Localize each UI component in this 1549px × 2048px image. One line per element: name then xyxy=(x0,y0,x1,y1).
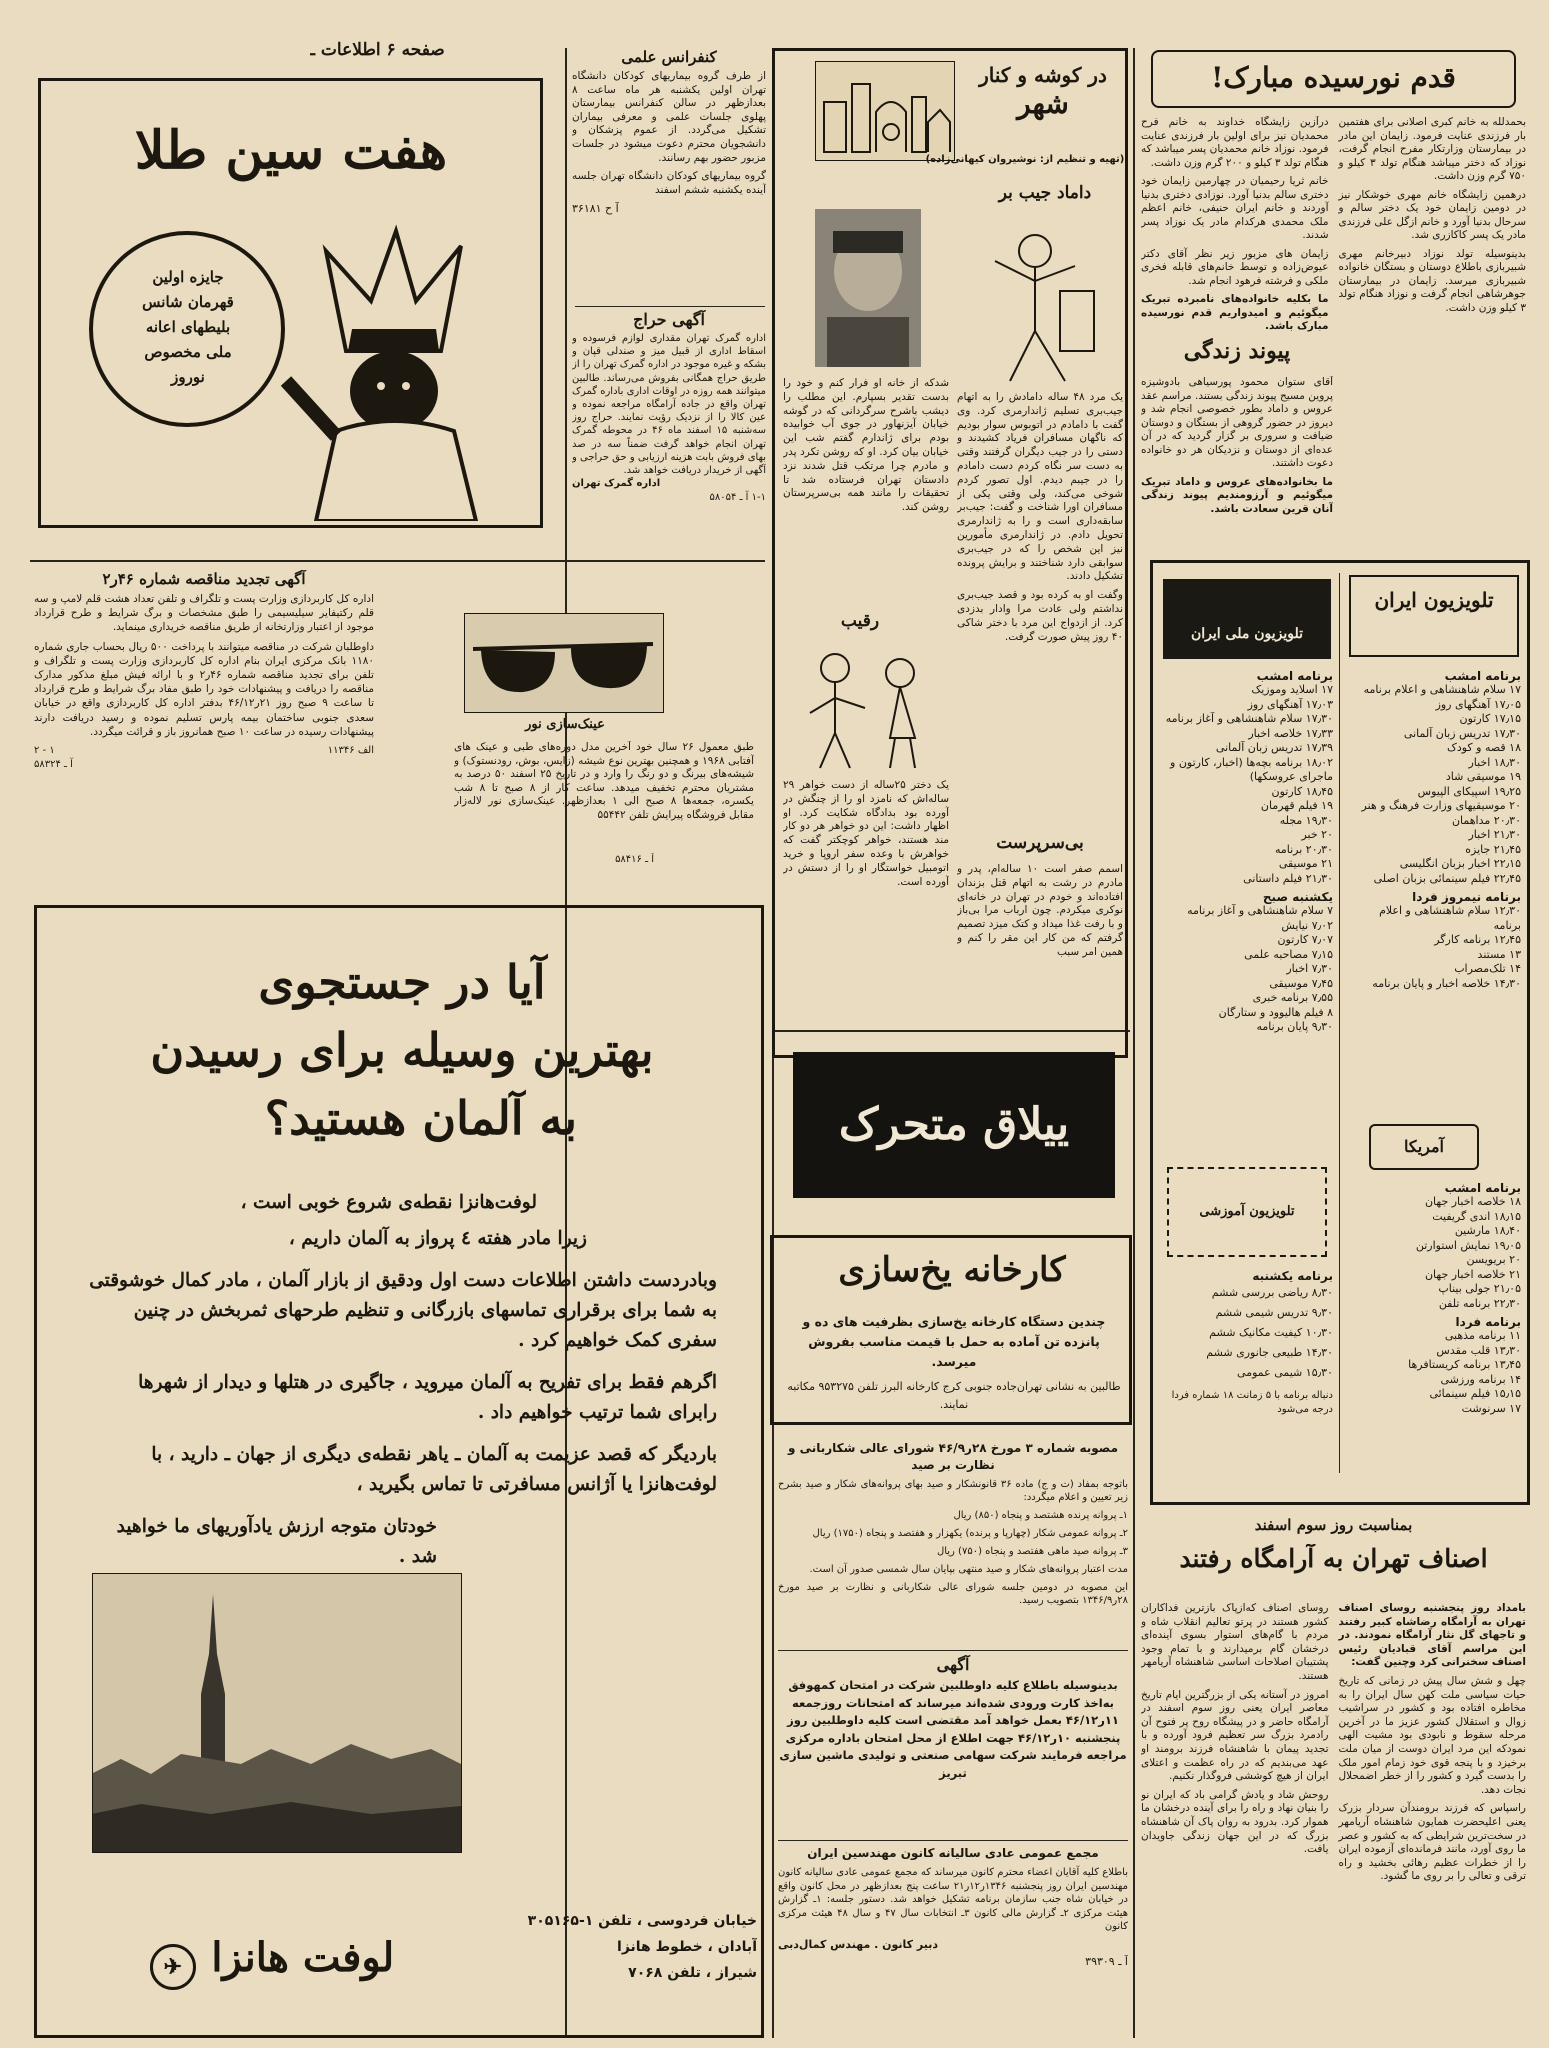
tambourine-line: جایزه اولین xyxy=(152,268,224,286)
tambourine xyxy=(89,231,285,427)
lufthansa-logo-text: لوفت هانزا xyxy=(211,1934,395,1981)
tender-text xyxy=(34,592,374,739)
tv-item: ۷٫۱۵ مصاحبه علمی xyxy=(1244,947,1333,961)
tv-item: ۲۰ موسیقیهای وزارت فرهنگ و هنر xyxy=(1361,799,1521,812)
tv-item: ۱۷٫۰۳ آهنگهای روز xyxy=(1247,697,1333,711)
city-photo-icon xyxy=(92,1574,461,1853)
tv-national-list xyxy=(1161,904,1333,1035)
auction-signature: اداره گمرک تهران xyxy=(572,478,661,490)
tv-item: ۱۳٫۳۰ قلب مقدس xyxy=(1436,1343,1521,1357)
story-paragraph: یک دختر ۲۵ساله از دست خواهر ۲۹ ساله‌اش که نامزد او را از چنگش در آورده بود بدادگاه شکایت کرد. او اظهار داشت: این دو خواهر هر دو کار مند هستند، خواهر کوچکتر گفت که خواهرش با وعده سفر اروپا و خرید اتومبیل خواستگار او را از دستش در آورده است. xyxy=(783,779,949,888)
tv-item: ۱۷٫۳۳ خلاصه اخبار xyxy=(1248,726,1333,740)
tambourine-line: قهرمان شانس xyxy=(142,293,234,311)
lufthansa-headline xyxy=(77,948,727,1158)
tv-america-heading: برنامه امشب xyxy=(1444,1181,1521,1195)
horizontal-rule xyxy=(30,560,765,562)
tv-item: ۱۷ سرنوشت xyxy=(1461,1401,1521,1415)
engineers-notice xyxy=(778,1845,1128,2035)
tv-item: ۲۲٫۱۵ اخبار بزبان انگلیسی xyxy=(1399,857,1521,870)
ice-factory-contact: طالبین به نشانی تهران‌جاده جنوبی کرج کارخانه البرز تلفن ۹۵۳۲۷۵ مکاتبه نمایند. xyxy=(787,1380,1121,1411)
conference-title: کنفرانس علمی xyxy=(621,48,717,66)
story-text xyxy=(783,779,949,1055)
yeylagh-ad: ییلاق متحرک xyxy=(793,1052,1115,1198)
tv-item: ۱۹٫۲۵ اسپیکای الپیوس xyxy=(1417,784,1521,798)
engineers-text: باطلاع کلیه آقایان اعضاء محترم کانون میرساند که مجمع عمومی عادی سالیانه کانون مهندسین ایران روز پنجشنبه ۱۳۴۶ر۱۲ر۲۱ ساعت پنج بعدازظهر در محل کانون واقع در خیابان شاه جنب سازمان برنامه تشکیل خواهد شد. دستور جلسه: ۱ـ گزارش هیئت مرکزی ۲ـ گزارش مالی کانون ۳ـ انتخابات سال ۴۷ و سال ۴۸ هیئت مرکزی کانون xyxy=(778,1867,1128,1932)
tv-item: ۱۸٫۳۰ اخبار xyxy=(1468,755,1521,769)
ice-factory-text: چندین دستگاه کارخانه یخ‌سازی بظرفیت های ده و پانزده تن آماده به حمل با قیمت مناسب بفروش میرسد. xyxy=(802,1314,1106,1369)
council-text xyxy=(778,1478,1128,1607)
tv-item: ۱۹٫۰۵ نمایش استوارتن xyxy=(1415,1238,1521,1252)
tender-title: آگهی تجدید مناقصه شماره ۴۶ر۲ xyxy=(102,570,306,588)
tv-item: ۱۰٫۳۰ کیفیت مکانیک ششم xyxy=(1209,1326,1333,1339)
weddings-title: پیوند زندگی xyxy=(1183,338,1291,364)
tv-item: ۱۸٫۴۰ مارشین xyxy=(1454,1224,1521,1237)
cartoon-title-line: در کوشه و کنار xyxy=(979,63,1107,87)
tv-item: ۲۱٫۰۵ جولی بیناپ xyxy=(1438,1282,1521,1295)
tv-item: ۱۷ اسلاید وموزیک xyxy=(1251,683,1333,696)
tv-america-schedule xyxy=(1349,1181,1521,1481)
headline-line: به آلمان هستید؟ xyxy=(264,1091,577,1145)
sunglasses-icon xyxy=(464,614,663,713)
cartoon-column-box xyxy=(772,48,1128,1058)
auction-ref: ۱-۱ آ ـ ۵۸۰۵۴ xyxy=(709,492,766,504)
contact-line: شیراز ، تلفن ۷۰۶۸ xyxy=(628,1965,757,1981)
council-paragraph: ۳ـ پروانه صید ماهی هفتصد و پنجاه (۷۵۰) ریال xyxy=(936,1546,1128,1557)
tv-america-list xyxy=(1349,1195,1521,1311)
lufthansa-paragraph: لوفت‌هانزا نقطه‌ی شروع خوبی است ، xyxy=(240,1192,537,1213)
conference-ref: آ ح ۳۶۱۸۱ xyxy=(572,202,619,216)
tv-item: ۲۱٫۳۰ اخبار xyxy=(1468,828,1521,841)
tv-item: ۱۸٫۴۵ کارتون xyxy=(1271,784,1333,798)
tv-item: ۲۰٫۳۰ مداهمان xyxy=(1451,813,1521,827)
headline-line: بهترین وسیله برای رسیدن xyxy=(150,1023,654,1077)
lufthansa-paragraph: اگرهم فقط برای تفریح به آلمان میروید ، جاگیری در هتلها و دیدار از شهرها رابرای شما ترتیب خواهیم داد . xyxy=(138,1372,717,1423)
council-notice xyxy=(778,1440,1128,1645)
auction-notice xyxy=(572,310,766,555)
cartoon-title-line: شهر xyxy=(1017,87,1069,120)
tv-item: ۲۲٫۴۵ فیلم سینمائی بزبان اصلی xyxy=(1373,871,1521,885)
tv-item: ۱۵٫۱۵ فیلم سینمائی xyxy=(1429,1387,1521,1400)
tv-item: ۲۱ موسیقی xyxy=(1278,857,1333,870)
council-title: مصوبه شماره ۳ مورخ ۲۸ر۴۶/۹ شورای عالی شکاربانی و نظارت بر صید xyxy=(787,1441,1119,1472)
cartoon-thief-icon xyxy=(965,221,1105,391)
births-paragraph: زایمان های مزبور زیر نظر آقای دکتر عیوض‌زاده و توسط خانم‌های قابله فخری ملکی و فرشته فرهود انجام شد. xyxy=(1141,247,1329,287)
story-title: داماد جیب بر xyxy=(998,183,1092,203)
tv-divider xyxy=(1339,573,1340,1473)
story-text xyxy=(957,391,1123,721)
tv-item: ۱۳٫۴۵ برنامه کریستافرها xyxy=(1408,1358,1521,1371)
tv-iran-schedule xyxy=(1349,669,1521,1489)
page-header: صفحه ۶ اطلاعات ـ xyxy=(310,40,445,60)
city-sketch xyxy=(815,61,955,161)
tv-item: ۱۷٫۰۵ آهنگهای روز xyxy=(1435,697,1521,711)
guild-paragraph: راسپاس که فرزند برومندآن سردار بزرک یعنی اعلیحضرت همایون شاهنشاه آریامهر در سخت‌ترین شرایطی که به کشور و عصر ما روی آورد، مانند فرمانده‌ای آزموده ایران را از خطرات عظیم رهائی بخشید و راه ترقی و تعالی را بر روی ما گشود. xyxy=(1338,1802,1526,1883)
tv-iran-heading: برنامه امشب xyxy=(1444,669,1521,683)
engineers-ref: آ ـ ۳۹۳۰۹ xyxy=(1085,1954,1128,1968)
tv-educational-logo: تلویزیون آموزشی xyxy=(1167,1167,1327,1257)
city-photo xyxy=(92,1573,462,1853)
tv-item: ۱۴٫۳۰ خلاصه اخبار و پایان برنامه xyxy=(1372,976,1521,990)
council-paragraph: ۲ـ پروانه عمومی شکار (چهارپا و پرنده) یکهزار و هفتصد و پنجاه (۱۷۵۰) ریال xyxy=(812,1528,1128,1539)
tv-item: ۷ سلام شاهنشاهی و آغاز برنامه xyxy=(1187,904,1333,917)
tv-item: ۱۴٫۳۰ طبیعی جانوری ششم xyxy=(1206,1346,1333,1359)
births-section xyxy=(1137,48,1530,352)
boy-portrait xyxy=(815,209,921,367)
tv-item: ۱۸ قصه و کودک xyxy=(1447,741,1521,754)
headline-line: آیا در جستجوی xyxy=(258,955,546,1009)
tender-ref: الف ۱۱۳۴۶ xyxy=(327,745,374,757)
conference-paragraph: از طرف گروه بیماریهای کودکان دانشگاه تهران اولین یکشنبه هر ماه ساعت ۸ بعدازظهر در سالن کنفرانس بیمارستان پهلوی جلسات علمی و معرفی بیماران تشکیل می‌گردد. از عموم پزشکان و دانشجویان محترم دعوت میشود در جلسات مزبور حضور بهم رسانند. xyxy=(572,70,766,164)
lufthansa-paragraph: زیرا مادر هفته ٤ پرواز به آلمان داریم ، xyxy=(288,1228,587,1249)
tv-programs-box xyxy=(1150,560,1530,1505)
tv-item: ۱۵٫۳۰ شیمی عمومی xyxy=(1237,1366,1333,1379)
tv-item: ۷٫۴۵ موسیقی xyxy=(1269,976,1333,990)
council-paragraph: باتوجه بمفاد (ت و ج) ماده ۳۶ قانونشکار و صید بهای پروانه‌های شکار و صید بشرح زیر تعیین و اعلام میگردد: xyxy=(778,1479,1128,1503)
tender-paragraph: اداره کل کاربردازی وزارت پست و تلگراف و تلفن تعداد هشت قلم لامپ و سه قلم رکتیفایر سیلیسیمی را طبق مشخصات و برگ شرایط و طرح قرارداد موجود از اعتبار وزارتخانه از طریق مناقصه خریداری مینماید. xyxy=(34,593,374,634)
contact-line: خیابان فردوسی ، تلفن ۱-۳۰۵۱۶۵ xyxy=(527,1913,757,1929)
council-paragraph: مدت اعتبار پروانه‌های شکار و صید منتهی بپایان سال شمسی صدور آن است. xyxy=(809,1564,1128,1575)
conference-paragraph: گروه بیماریهای کودکان دانشگاه تهران جلسه آینده یکشنبه ششم اسفند xyxy=(572,170,766,196)
tv-item: ۲۰٫۳۰ برنامه xyxy=(1274,842,1333,856)
tambourine-line: ملی مخصوص xyxy=(144,343,232,361)
tender-paragraph: داوطلبان شرکت در مناقصه میتوانند با پرداخت ۵۰۰ ریال بحساب جاری شماره ۱۱۸۰ بانک مرکزی ایران بنام اداره کل کاربردازی وزارت پست و تلگراف و تلفن برای تجدید مناقصه شماره ۴۶ر۲ و با ارائه فیش مبلغ مذکور مدارک مناقصه را دریافت و پیشنهادات خود را طبق مفاد برگ شرایط و طرح قرارداد تا ساعت ۹ صبح روز ۲۱ر۴۶/۱۲ بدفتر اداره کل کاربردازی واقع در خیابان سعدی جنوبی ساختمان بیمه پارس تسلیم نموده و رسید دریافت دارند پیشنهادات رسیده در ساعت ۱۰ صبح همانروز باز و قرائت میگردد. xyxy=(34,640,374,738)
tv-item: ۲۱٫۳۰ فیلم داستانی xyxy=(1243,871,1333,885)
tv-footnote: دنباله برنامه با ۵ زمانت ۱۸ شماره فردا درجه می‌شود xyxy=(1171,1390,1333,1415)
weddings-paragraph: آقای ستوان محمود پورسیاهی بادوشیزه پروین مسیح پیوند زندگی بستند. مراسم عقد عروس و داماد بطور خصوصی انجام شد و دیروز در حضور گروهی از بستگان و دوستان ضیافت و سروری بر گزار گردید که در آن عده‌ای از دوستان و نزدیکان هر دو خانواده دعوت داشتند. xyxy=(1141,376,1333,469)
tv-item: ۱۱ برنامه مذهبی xyxy=(1444,1329,1521,1342)
tv-national-heading: یکشنبه صبح xyxy=(1262,890,1333,904)
lufthansa-paragraph: وبادردست داشتن اطلاعات دست اول ودقیق از بازار آلمان ، مادر کمال خوشوقتی به شما برای برقراری تماسهای بازرگانی و تنظیم طرحهای ثمربخش در چنین سفری کمک خواهیم کرد . xyxy=(89,1270,717,1351)
lufthansa-logo xyxy=(107,1918,437,1998)
lufthansa-paragraph: خودتان متوجه ارزش یادآوریهای ما خواهید شد . xyxy=(116,1516,437,1567)
tv-item: ۱۷٫۳۰ سلام شاهنشاهی و آغاز برنامه xyxy=(1165,712,1333,725)
guild-title: اصناف تهران به آرامگاه رفتند xyxy=(1179,1544,1488,1573)
tender-ref: ۱ - ۲ xyxy=(34,745,55,757)
tv-educational-list xyxy=(1161,1283,1333,1383)
tv-iran-column xyxy=(1343,569,1525,1499)
tender-ref: آ ـ ۵۸۳۲۴ xyxy=(34,759,73,771)
cartoon-drawing xyxy=(965,221,1105,391)
exam-notice xyxy=(778,1655,1128,1835)
tv-item: ۱۸٫۰۲ برنامه بچه‌ها (اخبار، کارتون و ماجرای عروسکها) xyxy=(1170,755,1333,783)
tv-item: ۱۲٫۳۰ سلام شاهنشاهی و اعلام برنامه xyxy=(1379,904,1521,932)
tv-national-logo: تلویزیون ملی ایران xyxy=(1163,579,1331,659)
council-paragraph: این مصوبه در دومین جلسه شورای عالی شکاربانی و نظارت بر صید مورخ ۲۸ر۱۳۴۶/۹ بتصویب رسید. xyxy=(778,1582,1128,1606)
guild-paragraph: روحش شاد و یادش گرامی باد که ایران نو را بنیان نهاد و راه را برای آینده درخشان ما هموار کرد. بدرود به روان پاک آن شاهنشاه بزرگ که در این جهان زندگی جاویدان یافت. xyxy=(1141,1788,1329,1856)
lufthansa-body xyxy=(87,1188,717,1598)
conference-notice xyxy=(572,48,766,300)
contact-line: آبادان ، خطوط هانزا xyxy=(617,1939,757,1955)
auction-title: آگهی حراج xyxy=(633,310,705,329)
ice-factory-title: کارخانه یخ‌سازی xyxy=(838,1250,1066,1290)
tambourine-line: بلیطهای اعانه xyxy=(145,318,231,336)
weddings-section xyxy=(1137,330,1337,555)
tv-item: ۱۹ موسیقی شاد xyxy=(1445,770,1521,783)
eyeglass-title: عینک‌سازی نور xyxy=(525,717,605,732)
tv-item: ۱۸ خلاصه اخبار جهان xyxy=(1424,1195,1521,1208)
tv-item: ۷٫۵۵ برنامه خبری xyxy=(1252,991,1333,1004)
tv-item: ۲۰ بریویسن xyxy=(1466,1253,1521,1266)
cartoon-rivals-icon xyxy=(795,643,945,773)
tv-national-schedule xyxy=(1161,669,1333,1149)
births-paragraph: درهمین زایشگاه خانم مهری خوشکار نیز در دومین زایمان خود یک دختر سالم و سرحال بدنیا آورد و خانم ازگل علی فرزندی مادر یک پسر کاکازری شد. xyxy=(1338,188,1526,241)
tv-item: ۱۳ مستند xyxy=(1477,947,1521,961)
guild-kicker: بمناسبت روز سوم اسفند xyxy=(1254,1516,1413,1534)
haji-firuz-figure xyxy=(276,211,516,521)
lufthansa-ad xyxy=(34,905,764,2038)
haft-sin-title: هفت سین طلا xyxy=(134,120,448,181)
tv-item: ۱۷ سلام شاهنشاهی و اعلام برنامه xyxy=(1363,683,1521,696)
engineers-title: مجمع عمومی عادی سالیانه کانون مهندسین ایران xyxy=(807,1846,1099,1860)
story-title: بی‌سرپرست xyxy=(996,833,1084,853)
tv-educational-schedule xyxy=(1161,1269,1333,1499)
tv-iran-heading: برنامه نیمروز فردا xyxy=(1412,890,1521,904)
tv-america-list xyxy=(1349,1329,1521,1416)
council-paragraph: ۱ـ پروانه پرنده هشتصد و پنجاه (۸۵۰) ریال xyxy=(953,1510,1128,1521)
horizontal-rule xyxy=(778,1650,1128,1651)
tv-item: ۱۷٫۳۰ تدریس زبان آلمانی xyxy=(1403,726,1521,740)
cartoon-column-title xyxy=(963,63,1123,153)
tv-item: ۹٫۳۰ پایان برنامه xyxy=(1256,1020,1333,1033)
guild-lead: بامداد روز پنجشنبه روسای اصناف تهران به آرامگاه رضاشاه کبیر رفتند و تاجهای گل نثار آرامگاه نمودند. در این مراسم آقای قبادیان رئیس اصناف سخنرانی کرد وچنین گفت: xyxy=(1338,1602,1526,1669)
haft-sin-ad xyxy=(38,78,543,528)
tambourine-line: نوروز xyxy=(171,368,205,386)
tv-item: ۱۲٫۴۵ برنامه کارگر xyxy=(1434,933,1521,946)
tv-iran-list xyxy=(1349,683,1521,886)
tv-item: ۱۴ برنامه ورزشی xyxy=(1440,1372,1521,1386)
guild-paragraph: روسای اصناف که‌ازپاک بازترین فداکاران کشور هستند در پرتو تعالیم انقلاب شاه و مردم با گام‌های استوار بسوی آینده‌ای درخشان گام برمیدارند و با تمام وجود پشتیبان اصلاحات اساسی شاهنشاه آریامهر هستند. xyxy=(1141,1602,1329,1682)
tv-national-heading: برنامه امشب xyxy=(1256,669,1333,683)
tv-national-list xyxy=(1161,683,1333,886)
exam-text: بدینوسیله باطلاع کلیه داوطلبین شرکت در امتحان کمهوفق به‌اخذ کارت ورودی شده‌اند میرساند که امتحانات روزجمعه ۱۱ر۴۶/۱۲ بعمل خواهد آمد مقتضی است کلیه داوطلبین روز پنجشنبه ۱۰ر۴۶/۱۲ جهت اطلاع از محل امتحان باداره مرکزی مراجعه فرمایند شرکت سهامی صنعتی و تولیدی ماشین سازی تبریز xyxy=(779,1678,1127,1780)
horizontal-rule xyxy=(778,1840,1128,1841)
tv-item: ۲۱٫۴۵ جایزه xyxy=(1465,842,1521,856)
guild-paragraph: امروز در آستانه یکی از بزرگترین ایام تاریخ معاصر ایران یعنی روز سوم اسفند در آرامگاه حاضر و در پیشگاه روح پر فتوح آن رادمرد بزرگ سر تعظیم فرود آورده و با تجدید پیمان با شاهنشاه فرزند برومند او عهد می‌بندیم که در راه عظمت و اعتلای ایران از هیچ کوششی فروگذار نکنیم. xyxy=(1141,1688,1329,1783)
city-skyline-icon xyxy=(816,62,954,160)
column-rule xyxy=(1133,48,1135,2038)
births-text xyxy=(1141,116,1526,350)
births-paragraph: خانم ثریا رحیمیان در چهارمین زایمان خود دختری سالم بدنیا آورد. نوزادی دختری بدنیا آوردند و خانم ایران حنیفی، خانم اعظم ملک محمدی هرکدام مادر یک نوزاد پسر شدند. xyxy=(1141,175,1329,241)
haji-firuz-icon xyxy=(276,211,516,521)
tv-item: ۸٫۳۰ ریاضی بررسی ششم xyxy=(1211,1286,1333,1299)
tv-item: ۷٫۰۷ کارتون xyxy=(1277,933,1333,946)
lufthansa-paragraph: باردیگر که قصد عزیمت به آلمان ـ یاهر نقطه‌ی دیگری از جهان ـ دارید ، با لوفت‌هانزا یا آژانس مسافرتی تا تماس بگیرید ، xyxy=(151,1444,717,1495)
crane-logo-icon: ✈ xyxy=(150,1944,196,1990)
conference-text xyxy=(572,70,766,197)
births-paragraph: درآزین زایشگاه خداوند به خانم فرح محمدیان نیز برای اولین بار فرزندی عنایت فرمود. نوزاد خانم محمدیان پسر میباشد که هنگام تولد ۳ کیلو و ۲۰۰ گرم وزن داشت. xyxy=(1141,116,1329,169)
story-text xyxy=(957,863,1123,1053)
ice-factory-ad xyxy=(770,1235,1132,1425)
tv-item: ۷٫۰۲ نیایش xyxy=(1281,918,1333,932)
tv-item: ۷٫۳۰ اخبار xyxy=(1286,962,1333,975)
tambourine-text xyxy=(103,265,273,405)
story-paragraph: شدکه از خانه او فرار کنم و خود را بدست تقدیر بسپارم. این مطلب را دیشب باشرح سرگردانی که در گوشه خیابان آیزنهاور در جوی آب خوابیده بودم برای ژاندارم گفتم شب این خیابان بیان کرد. او که روشن تکرد پدر و مادرم چرا مرتکب قتل شدند نزد دادستان تهران فرستاده شد تا تحقیقات را مانند همه بی‌سرپرستان روشن کند. xyxy=(783,377,949,514)
eyeglass-text: طبق معمول ۲۶ سال خود آخرین مدل دوره‌های طبی و عینک های آفتابی ۱۹۶۸ و همچنین بهترین نوع شیشه (زایس، بوش، رودنستوک) و شیشه‌های بیرنگ و دو رنگ را وارد و در تاریخ ۲۵ اسفند ۵۰ درصد به مشتریان محترم تخفیف میدهد. ساعت کار از ۸ صبح تا ۸ شب یکسره، جمعه‌ها ۸ صبح الی ۱ بعدازظهر. عینک‌سازی نور لاله‌زار مقابل فروشگاه پیرایش تلفن ۵۵۴۴۲ xyxy=(454,741,754,821)
guild-text xyxy=(1141,1602,1526,2032)
tender-ref-row xyxy=(34,744,374,758)
tv-item: ۱۴ تلک‌مصراب xyxy=(1454,962,1521,975)
story-title: رقیب xyxy=(840,611,880,631)
tv-item: ۱۷٫۳۹ تدریس زبان آلمانی xyxy=(1215,741,1333,754)
weddings-text xyxy=(1141,376,1333,554)
tv-item: ۲۰ خبر xyxy=(1301,828,1333,841)
auction-text: اداره گمرک تهران مقداری لوازم فرسوده و اسقاط اداری از قبیل میز و صندلی قپان و بشکه و غیره موجود در اداره گمرک تهران را از طریق حراج همگانی بفروش می‌رساند. طالبین میتوانند همه روزه در اوقات اداری باداره گمرک تهران واقع در جاده آرامگاه مراجعه نموده و عین کالا را از نزدیک رؤیت نمایند. حراج روز سه‌شنبه ۱۵ اسفند ماه ۴۶ در محوطه گمرک تهران انجام خواهد گرفت ضمناً سه در صد بهای فروش بابت هزینه ارزیابی و حق حراجی و آگهی از خریدار دریافت خواهد شد. xyxy=(572,333,766,477)
tv-item: ۱۷٫۱۵ کارتون xyxy=(1459,712,1521,725)
lufthansa-contacts xyxy=(457,1908,757,1998)
horizontal-rule xyxy=(575,306,765,307)
engineers-signature: دبیر کانون . مهندس کمال‌دبی xyxy=(778,1937,938,1951)
tv-item: ۹٫۳۰ تدریس شیمی ششم xyxy=(1215,1306,1333,1319)
weddings-paragraph: ما بخانواده‌های عروس و داماد تبریک میگوئیم و آرزومندیم پیوند زندگی آنان قرین سعادت باشد. xyxy=(1141,475,1333,515)
births-paragraph: بدینوسیله تولد نوزاد دبیرخانم مهری شبیربازی باطلاع دوستان و بستگان خانواده شبیربازی میرسد. زایمان در بیمارستان جوهرشاهی انجام گرفت و نوزاد هنگام تولد ۳ کیلو وزن داشت. xyxy=(1338,247,1526,314)
tender-notice xyxy=(34,570,374,890)
births-paragraph: بحمدلله به خانم کبری اصلانی برای هفتمین بار فرزندی عنایت فرمود. زایمان این مادر در بیمارستان وزارتکار مفرح انجام گرفت، نوزاد که دختر میباشد هنگام تولد ۳ کیلو و ۷۵۰ گرم وزن داشت. xyxy=(1338,116,1526,182)
sunglasses-photo xyxy=(464,613,664,713)
cartoon-drawing xyxy=(795,643,945,773)
tv-america-heading: برنامه فردا xyxy=(1455,1315,1521,1329)
tv-item: ۸ فیلم هالیوود و ستارگان xyxy=(1218,1005,1333,1019)
guild-paragraph: چهل و شش سال پیش در زمانی که تاریخ حیات سیاسی ملت کهن سال ایران را به مخاطره افتاده بود و کشور در سراشیب زوال و استقلال کشور عزیز ما در آخرین مرحله سقوط و نابودی بود مشیت الهی نمودکه این مرد ایران دوست از میان ملت برخیزد و با پنجه قوی خود زمام امور ملک را بدست گیرد و کشور را از خطر اضمحلال نجات دهد. xyxy=(1338,1674,1526,1796)
guild-article xyxy=(1137,1510,1530,2038)
cartoon-byline: (تهیه و تنظیم از: نوشیروان کیهانی‌زاده) xyxy=(925,154,1125,165)
boy-portrait-icon xyxy=(815,209,921,367)
tv-item: ۱۹٫۳۰ مجله xyxy=(1279,813,1333,827)
tv-america-logo: آمریکا xyxy=(1369,1124,1479,1170)
births-paragraph: ما بکلیه خانواده‌های نامبرده تبریک میگوئیم و امیدواریم قدم نورسیده مبارک باشد. xyxy=(1141,293,1329,332)
story-paragraph: اسمم صفر است ۱۰ ساله‌ام، پدر و مادرم در رشت به اتهام قتل بزندان افتاده‌اند و خودم در تهران در خانه‌ای نوکری میکردم. چون ارباب مرا بی‌باز و با رفت غذا میداد و کتک میزد تصمیم گرفتم که من کار این مقر را کنم و همین امر سبب xyxy=(957,863,1123,958)
tv-item: ۲۲٫۳۰ برنامه تلفن xyxy=(1438,1296,1521,1310)
tv-iran-logo: تلویزیون ایران xyxy=(1349,575,1519,657)
story-paragraph: وگفت او به کرده بود و قصد جیب‌بری نداشتم ولی عادت مرا وادار بدزدی کرد. از ازدواج این مرد با دختر شاکی ۴۰ روز پیش صورت گرفت. xyxy=(957,589,1123,643)
tv-national-column xyxy=(1157,569,1337,1499)
tv-item: ۱۸٫۱۵ اندی گریفیت xyxy=(1432,1209,1521,1223)
story-paragraph: یک مرد ۴۸ ساله دامادش را به اتهام جیب‌بری تسلیم ژاندارمری کرد. وی گفت با دامادم در اتوبوس سوار بودیم که ناگهان مسافران فریاد کشیدند و دستی را در جیب دیگران گرفتند وقتی به دست سر نگاه کردم دست دامادم را در جیبم دیدم. اول تصور کردم شوخی می‌کند، ولی وقتی یکی از مسافران اورا شناخت و گفت: جیب‌بر سابقه‌داری است و را به ژاندارمری تحویل دادم. در ژاندارمری مأمورین نیز این شخص را که در جیب‌بری سوابقی دارد شناختند و برایش پرونده تشکیل دادند. xyxy=(957,391,1123,583)
tv-iran-list xyxy=(1349,904,1521,991)
tv-item: ۱۹ فیلم قهرمان xyxy=(1260,799,1333,812)
births-title: قدم نورسیده مبارک! xyxy=(1151,50,1516,108)
tv-educational-heading: برنامه یکشنبه xyxy=(1252,1269,1333,1283)
exam-title: آگهی xyxy=(936,1655,970,1674)
tv-item: ۲۱ خلاصه اخبار جهان xyxy=(1424,1267,1521,1281)
eyeglass-ref: آ ـ ۵۸۴۱۶ xyxy=(615,854,654,865)
